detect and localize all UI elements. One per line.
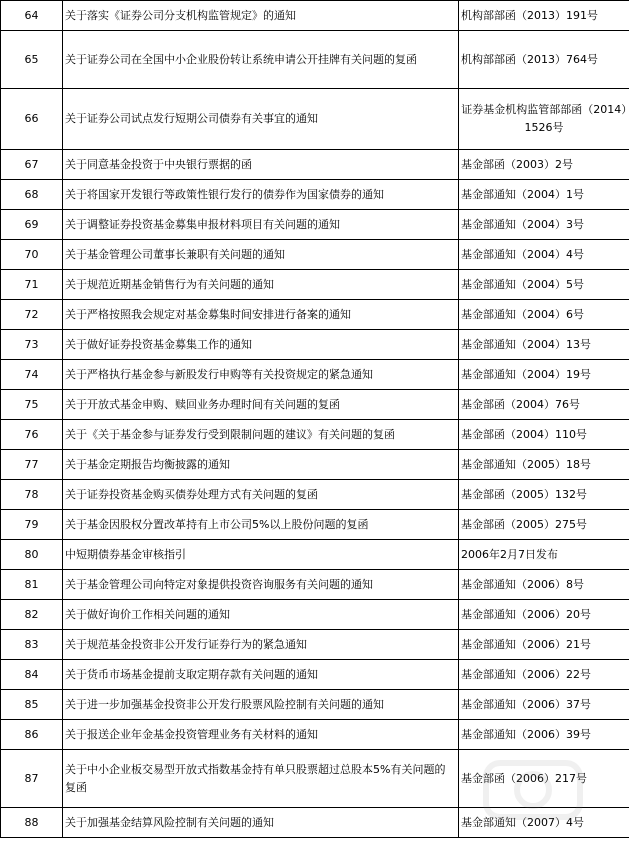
document-number: 基金部函（2005）132号 <box>459 480 629 510</box>
document-number: 基金部通知（2006）22号 <box>459 660 629 690</box>
document-title: 关于同意基金投资于中央银行票据的函 <box>63 150 459 180</box>
row-number: 72 <box>1 300 63 330</box>
row-number: 74 <box>1 360 63 390</box>
document-title: 关于证券投资基金购买债券处理方式有关问题的复函 <box>63 480 459 510</box>
document-number: 基金部通知（2004）13号 <box>459 330 629 360</box>
row-number: 71 <box>1 270 63 300</box>
document-title: 关于基金定期报告均衡披露的通知 <box>63 450 459 480</box>
document-title: 关于中小企业板交易型开放式指数基金持有单只股票超过总股本5%有关问题的复函 <box>63 750 459 808</box>
table-row <box>1 390 629 420</box>
document-title: 关于进一步加强基金投资非公开发行股票风险控制有关问题的通知 <box>63 690 459 720</box>
table-row <box>1 1 629 31</box>
table-row <box>1 720 629 750</box>
document-title: 关于做好证券投资基金募集工作的通知 <box>63 330 459 360</box>
document-title: 关于规范近期基金销售行为有关问题的通知 <box>63 270 459 300</box>
table-row <box>1 360 629 390</box>
document-title: 关于调整证券投资基金募集申报材料项目有关问题的通知 <box>63 210 459 240</box>
row-number: 70 <box>1 240 63 270</box>
table-row <box>1 450 629 480</box>
document-title: 关于规范基金投资非公开发行证券行为的紧急通知 <box>63 630 459 660</box>
table-row <box>1 690 629 720</box>
row-number: 76 <box>1 420 63 450</box>
document-number: 基金部通知（2007）4号 <box>459 808 629 838</box>
row-number: 73 <box>1 330 63 360</box>
table-row <box>1 300 629 330</box>
document-number: 基金部通知（2004）1号 <box>459 180 629 210</box>
table-row <box>1 330 629 360</box>
table-row <box>1 240 629 270</box>
document-title: 关于证券公司在全国中小企业股份转让系统申请公开挂牌有关问题的复函 <box>63 31 459 89</box>
document-number: 基金部通知（2004）3号 <box>459 210 629 240</box>
document-number: 基金部通知（2006）39号 <box>459 720 629 750</box>
document-title: 关于证券公司试点发行短期公司债券有关事宜的通知 <box>63 89 459 150</box>
document-title: 关于基金管理公司向特定对象提供投资咨询服务有关问题的通知 <box>63 570 459 600</box>
row-number: 68 <box>1 180 63 210</box>
document-title: 关于严格执行基金参与新股发行申购等有关投资规定的紧急通知 <box>63 360 459 390</box>
table-row <box>1 420 629 450</box>
row-number: 83 <box>1 630 63 660</box>
row-number: 80 <box>1 540 63 570</box>
row-number: 77 <box>1 450 63 480</box>
table-row <box>1 180 629 210</box>
document-title: 关于货币市场基金提前支取定期存款有关问题的通知 <box>63 660 459 690</box>
document-number: 机构部部函（2013）764号 <box>459 31 629 89</box>
row-number: 86 <box>1 720 63 750</box>
document-title: 关于将国家开发银行等政策性银行发行的债券作为国家债券的通知 <box>63 180 459 210</box>
document-number: 基金部通知（2006）20号 <box>459 600 629 630</box>
table-row <box>1 750 629 808</box>
table-row <box>1 630 629 660</box>
row-number: 67 <box>1 150 63 180</box>
document-number: 基金部函（2005）275号 <box>459 510 629 540</box>
row-number: 64 <box>1 1 63 31</box>
document-title: 关于报送企业年金基金投资管理业务有关材料的通知 <box>63 720 459 750</box>
table-body <box>1 1 629 838</box>
row-number: 69 <box>1 210 63 240</box>
row-number: 75 <box>1 390 63 420</box>
table-row <box>1 600 629 630</box>
table-row <box>1 210 629 240</box>
document-title: 关于落实《证券公司分支机构监管规定》的通知 <box>63 1 459 31</box>
table-row <box>1 270 629 300</box>
document-title: 关于严格按照我会规定对基金募集时间安排进行备案的通知 <box>63 300 459 330</box>
document-number: 基金部函（2003）2号 <box>459 150 629 180</box>
document-number: 基金部通知（2005）18号 <box>459 450 629 480</box>
table-row <box>1 540 629 570</box>
row-number: 88 <box>1 808 63 838</box>
document-number: 证券基金机构监管部部函（2014）1526号 <box>459 89 629 150</box>
document-number: 基金部通知（2004）5号 <box>459 270 629 300</box>
row-number: 66 <box>1 89 63 150</box>
table-row <box>1 570 629 600</box>
document-number: 2006年2月7日发布 <box>459 540 629 570</box>
row-number: 81 <box>1 570 63 600</box>
table-row <box>1 808 629 838</box>
row-number: 65 <box>1 31 63 89</box>
row-number: 79 <box>1 510 63 540</box>
document-number: 机构部部函（2013）191号 <box>459 1 629 31</box>
table-row <box>1 480 629 510</box>
table-row <box>1 31 629 89</box>
document-number: 基金部通知（2004）6号 <box>459 300 629 330</box>
document-number: 基金部函（2004）110号 <box>459 420 629 450</box>
table-row <box>1 510 629 540</box>
document-title: 关于《关于基金参与证券发行受到限制问题的建议》有关问题的复函 <box>63 420 459 450</box>
row-number: 82 <box>1 600 63 630</box>
document-number: 基金部通知（2006）21号 <box>459 630 629 660</box>
table-row <box>1 660 629 690</box>
document-number: 基金部通知（2006）37号 <box>459 690 629 720</box>
document-title: 中短期债券基金审核指引 <box>63 540 459 570</box>
document-title: 关于做好询价工作相关问题的通知 <box>63 600 459 630</box>
document-number: 基金部通知（2004）4号 <box>459 240 629 270</box>
document-number: 基金部函（2006）217号 <box>459 750 629 808</box>
row-number: 78 <box>1 480 63 510</box>
table-row <box>1 89 629 150</box>
document-number: 基金部函（2004）76号 <box>459 390 629 420</box>
document-number: 基金部通知（2006）8号 <box>459 570 629 600</box>
document-title: 关于开放式基金申购、赎回业务办理时间有关问题的复函 <box>63 390 459 420</box>
table-row <box>1 150 629 180</box>
document-number: 基金部通知（2004）19号 <box>459 360 629 390</box>
document-title: 关于基金因股权分置改革持有上市公司5%以上股份问题的复函 <box>63 510 459 540</box>
row-number: 85 <box>1 690 63 720</box>
row-number: 87 <box>1 750 63 808</box>
row-number: 84 <box>1 660 63 690</box>
document-title: 关于基金管理公司董事长兼职有关问题的通知 <box>63 240 459 270</box>
document-title: 关于加强基金结算风险控制有关问题的通知 <box>63 808 459 838</box>
